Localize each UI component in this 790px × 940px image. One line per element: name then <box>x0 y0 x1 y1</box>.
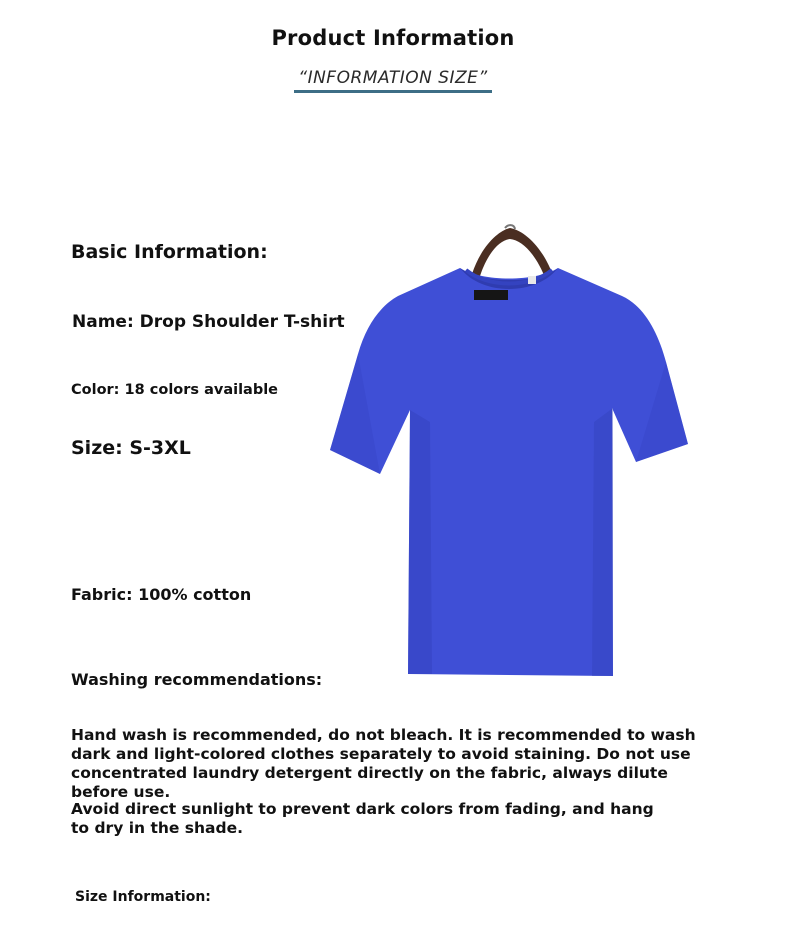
washing-heading: Washing recommendations: <box>71 670 323 689</box>
product-name: Name: Drop Shoulder T-shirt <box>72 312 345 332</box>
product-size: Size: S-3XL <box>71 437 191 459</box>
washing-paragraph-2: Avoid direct sunlight to prevent dark colors from fading, and hang to dry in the shade. <box>71 800 654 837</box>
tshirt-shape <box>330 268 688 676</box>
subtitle-container <box>0 68 786 93</box>
basic-information-heading: Basic Information: <box>71 241 268 263</box>
page-title: Product Information <box>271 26 515 50</box>
tshirt-image <box>322 222 694 682</box>
product-color: Color: 18 colors available <box>71 382 279 398</box>
product-fabric: Fabric: 100% cotton <box>71 585 252 604</box>
washing-paragraph-1: Hand wash is recommended, do not bleach. It is recommended to wash dark and light-colored clothes separately to avoid staining. Do not use concentrated laundry detergent directly on the fabric, always dilute before use. <box>71 726 696 801</box>
size-information-heading: Size Information: <box>75 889 211 905</box>
hanger-icon <box>472 228 554 280</box>
page-subtitle: “INFORMATION SIZE” <box>294 68 491 93</box>
